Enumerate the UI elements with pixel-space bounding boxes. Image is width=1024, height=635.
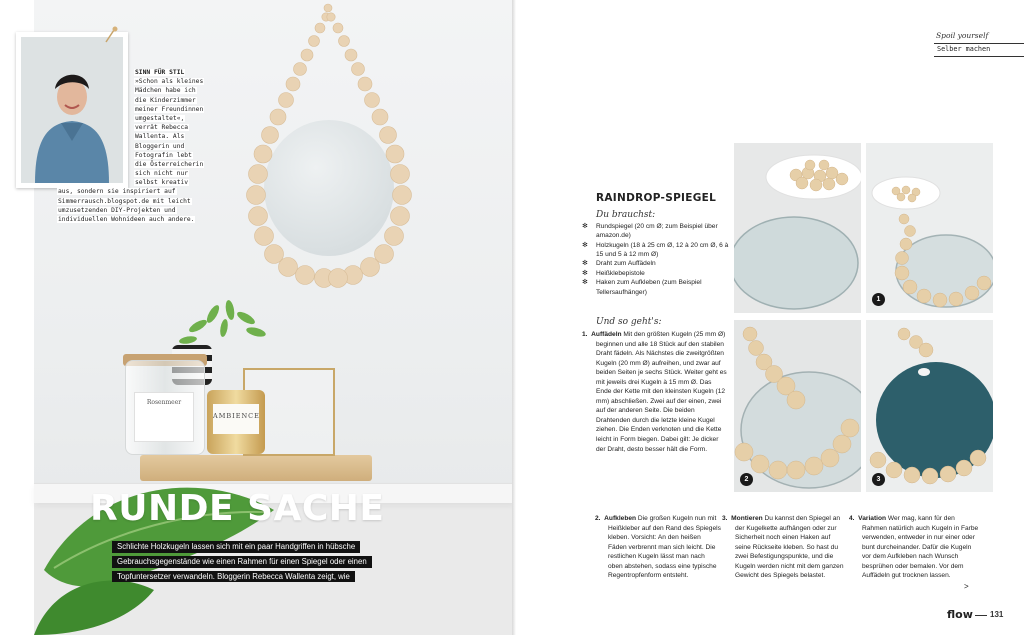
caption-line: sich nicht nur xyxy=(135,170,189,178)
step-text: Wer mag, kann für den Rahmen natürlich auch Kugeln in Farbe verwenden, entweder in nur einer oder bunt durcheinander. Dafür die Kugeln vor dem Aufkleben nach Wunsch besprühen oder bemalen. Vor dem Auffädeln gut trocknen lassen. xyxy=(862,515,979,580)
step-photo-threading xyxy=(866,143,993,313)
caption-line: die Kinderzimmer xyxy=(135,96,196,104)
subsection-label: Selber machen xyxy=(937,45,991,53)
step-badge: 3 xyxy=(872,473,885,486)
step-badge: 2 xyxy=(740,473,753,486)
next-page-arrow: > xyxy=(964,582,969,591)
step-number: 4. xyxy=(849,515,855,522)
caption-line: »Schon als kleines xyxy=(135,78,204,86)
steps-heading: Und so geht's: xyxy=(596,317,662,327)
step-number: 1. xyxy=(582,331,588,338)
recipe-title: RAINDROP-SPIEGEL xyxy=(596,192,717,204)
caption-line: umgestaltet«, xyxy=(135,114,185,122)
step-3 xyxy=(722,514,847,581)
list-item: ✻ Draht zum Auffädeln xyxy=(582,259,732,268)
caption-line: Simmerrausch.blogspot.de mit leicht xyxy=(58,197,191,205)
step-title: Aufkleben xyxy=(604,515,637,522)
jar-label: Rosenmeer xyxy=(134,392,194,442)
step-number: 3. xyxy=(722,515,728,522)
section-label: Spoil yourself xyxy=(936,31,989,40)
step-title: Variation xyxy=(858,515,887,522)
footer-separator xyxy=(975,615,987,616)
materials-list xyxy=(582,222,732,297)
step-photo-bowl-beads xyxy=(734,143,861,313)
caption-line: aus, sondern sie inspiriert auf xyxy=(58,188,176,196)
caption-line: verrät Rebecca xyxy=(135,124,189,132)
step-number: 2. xyxy=(595,515,601,522)
article-intro xyxy=(112,541,380,585)
step-4 xyxy=(849,514,979,581)
step-photo-back-mount xyxy=(866,320,993,492)
page-number: 131 xyxy=(990,610,1004,619)
header-rule xyxy=(934,43,1024,44)
caption-line: umzusetzenden DIY-Projekten und xyxy=(58,206,176,214)
caption-line: Fotografin lebt xyxy=(135,151,192,159)
intro-line: Topfuntersetzer verwandeln. Bloggerin Rebecca Wallenta zeigt, wie xyxy=(112,571,355,583)
caption-line: Wallenta. Als xyxy=(135,133,185,141)
header-rule xyxy=(934,56,1024,57)
caption-line: Bloggerin und xyxy=(135,142,185,150)
step-badge: 1 xyxy=(872,293,885,306)
list-item: ✻ Heißklebepistole xyxy=(582,269,732,278)
pin-icon xyxy=(104,26,118,44)
author-caption xyxy=(57,68,215,224)
step-text: Mit den größten Kugeln (25 mm Ø) beginnen und alle 18 Stück auf den stabilen Draht fädeln. Als Nächstes die zweitgrößten Kugeln (20 mm Ø) aufreihen, und zwar auf beiden Seiten je sechs Stück. Weiter geht es mit jeweils drei Kugeln à 15 mm Ø. Das Ende der Kette mit den kleinsten Kugeln (12 mm) abschließen. Zwei auf der einen, zwei auf der anderen Seite. Die beiden Drahtenden durch die letzte kleine Kugel ziehen. Die Enden verknoten und die Kette leicht in Form biegen. Dabei gilt: Je dicker der Draht, desto besser hält die Form. xyxy=(596,331,727,453)
list-item: ✻ Rundspiegel (20 cm Ø; zum Beispiel über amazon.de) xyxy=(582,222,732,241)
caption-line: selbst kreativ xyxy=(135,179,189,187)
step-1 xyxy=(582,330,727,454)
intro-line: Gebrauchsgegenstände wie einen Rahmen für einen Spiegel oder einen xyxy=(112,556,372,568)
article-headline: RUNDE SACHE xyxy=(90,488,385,529)
caption-line: Mädchen habe ich xyxy=(135,87,196,95)
caption-line: die Österreicherin xyxy=(135,160,204,168)
list-item: ✻ Haken zum Aufkleben (zum Beispiel Tellersaufhänger) xyxy=(582,278,732,297)
step-text: Die großen Kugeln nun mit Heißkleber auf den Rand des Spiegels kleben. Vorsicht: An den heißen Fäden verbrennt man sich leicht. Die restlichen Kugeln lässt man nach oben abstehen, sodass eine typische Regentropfenform entsteht. xyxy=(608,515,721,580)
list-item: ✻ Holzkugeln (18 à 25 cm Ø, 12 à 20 cm Ø, 6 à 15 und 5 à 12 mm Ø) xyxy=(582,241,732,260)
step-title: Auffädeln xyxy=(591,331,622,338)
caption-line: SINN FÜR STIL xyxy=(135,69,185,76)
wood-bead-chain xyxy=(230,0,430,295)
step-text: Du kannst den Spiegel an der Kugelkette aufhängen oder zur Sicherheit noch einen Haken auf seine Rückseite kleben. So hast du zwei Befestigungspunkte, und die Kugeln werden nicht mit dem ganzen Gewicht des Spiegels belastet. xyxy=(735,515,844,580)
step-2 xyxy=(595,514,721,581)
materials-heading: Du brauchst: xyxy=(596,210,656,220)
candle-label: AMBIENCE xyxy=(213,404,259,434)
caption-line: individuellen Wohnideen auch andere. xyxy=(58,216,195,223)
magazine-brand: flow xyxy=(947,608,973,621)
step-photo-gluing xyxy=(734,320,861,492)
step-title: Montieren xyxy=(731,515,763,522)
intro-line: Schlichte Holzkugeln lassen sich mit ein paar Handgriffen in hübsche xyxy=(112,541,360,553)
caption-line: meiner Freundinnen xyxy=(135,105,204,113)
